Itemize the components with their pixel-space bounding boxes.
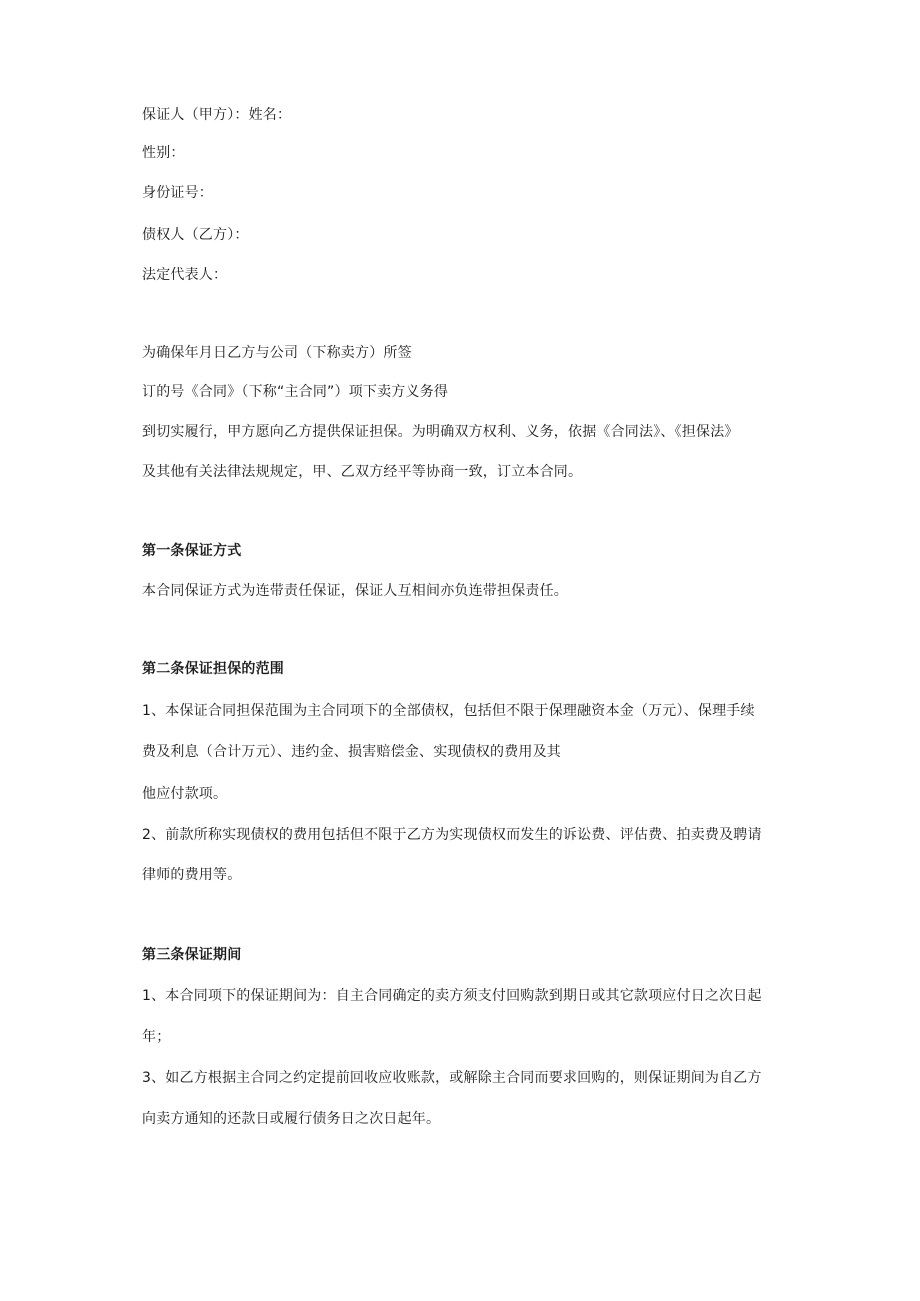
article-3-p1-line-2: 年；	[142, 1029, 171, 1045]
guarantor-line: 保证人（甲方）：姓名：	[142, 107, 292, 123]
legal-rep-line: 法定代表人：	[142, 267, 228, 283]
article-2-p2-line-2: 律师的费用等。	[142, 867, 242, 883]
preamble-line-2: 订的号《合同》（下称“主合同”）项下卖方义务得	[142, 384, 449, 400]
article-2-p1-line-1: 1、本保证合同担保范围为主合同项下的全部债权，包括但不限于保理融资本金（万元）、保理手续	[142, 703, 755, 719]
gender-line: 性别：	[142, 145, 185, 161]
id-number-line: 身份证号：	[142, 185, 213, 201]
article-3-title: 第三条保证期间	[142, 947, 242, 963]
preamble-line-4: 及其他有关法律法规规定，甲、乙双方经平等协商一致，订立本合同。	[142, 464, 583, 480]
article-2-p1-line-3: 他应付款项。	[142, 786, 228, 802]
article-2-p2-line-1: 2、前款所称实现债权的费用包括但不限于乙方为实现债权而发生的诉讼费、评估费、拍卖费及聘请	[142, 827, 762, 843]
article-1-title: 第一条保证方式	[142, 543, 242, 559]
creditor-line: 债权人（乙方）：	[142, 227, 249, 243]
article-3-p1-line-1: 1、本合同项下的保证期间为：自主合同确定的卖方须支付回购款到期日或其它款项应付日之次日起	[142, 988, 762, 1004]
article-1-text: 本合同保证方式为连带责任保证，保证人互相间亦负连带担保责任。	[142, 583, 568, 599]
article-2-p1-line-2: 费及利息（合计万元）、违约金、损害赔偿金、实现债权的费用及其	[142, 744, 561, 760]
article-3-p3-line-1: 3、如乙方根据主合同之约定提前回收应收账款，或解除主合同而要求回购的，则保证期间为自乙方	[142, 1070, 762, 1086]
preamble-line-3: 到切实履行，甲方愿向乙方提供保证担保。为明确双方权利、义务，依据《合同法》、《担保法》	[142, 424, 739, 440]
article-3-p3-line-2: 向卖方通知的还款日或履行债务日之次日起年。	[142, 1111, 441, 1127]
article-2-title: 第二条保证担保的范围	[142, 661, 284, 677]
preamble-line-1: 为确保年月日乙方与公司（下称卖方）所签	[142, 345, 412, 361]
